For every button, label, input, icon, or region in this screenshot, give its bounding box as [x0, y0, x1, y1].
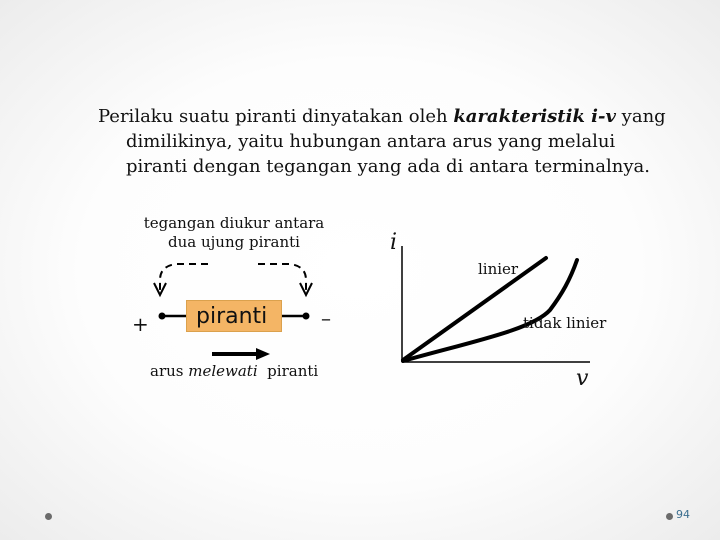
current-text: arus	[150, 362, 189, 380]
linear-label: linier	[478, 260, 519, 278]
minus-sign: –	[321, 306, 331, 330]
voltage-measure-line-1: tegangan diukur antara	[143, 214, 325, 232]
intro-text-end: yang	[615, 106, 666, 127]
intro-line-3: piranti dengan tegangan yang ada di antara terminalnya.	[126, 156, 650, 177]
device-label: piranti	[196, 304, 268, 329]
linear-curve	[403, 258, 546, 360]
page-number: 94	[676, 508, 690, 521]
nonlinear-label: tidak linier	[523, 314, 607, 332]
footer-bullet-right	[666, 513, 673, 520]
current-text-end: piranti	[257, 362, 319, 380]
y-axis-label: i	[390, 230, 398, 255]
intro-line-2: dimilikinya, yaitu hubungan antara arus yang melalui	[126, 131, 616, 152]
plus-sign: +	[132, 312, 149, 336]
current-emphasis: melewati	[188, 362, 258, 380]
current-arrow-head	[256, 348, 270, 360]
voltage-arc-left	[160, 264, 208, 292]
terminal-right	[303, 313, 310, 320]
footer-bullet-left	[45, 513, 52, 520]
x-axis-label: v	[576, 366, 589, 391]
voltage-measure-line-2: dua ujung piranti	[168, 233, 300, 251]
terminal-left	[159, 313, 166, 320]
current-label	[150, 362, 318, 380]
voltage-measure-label	[134, 214, 334, 252]
voltage-arc-right	[258, 264, 306, 292]
intro-text: Perilaku suatu piranti dinyatakan oleh	[98, 106, 454, 127]
intro-emphasis: karakteristik i-v	[453, 106, 616, 127]
